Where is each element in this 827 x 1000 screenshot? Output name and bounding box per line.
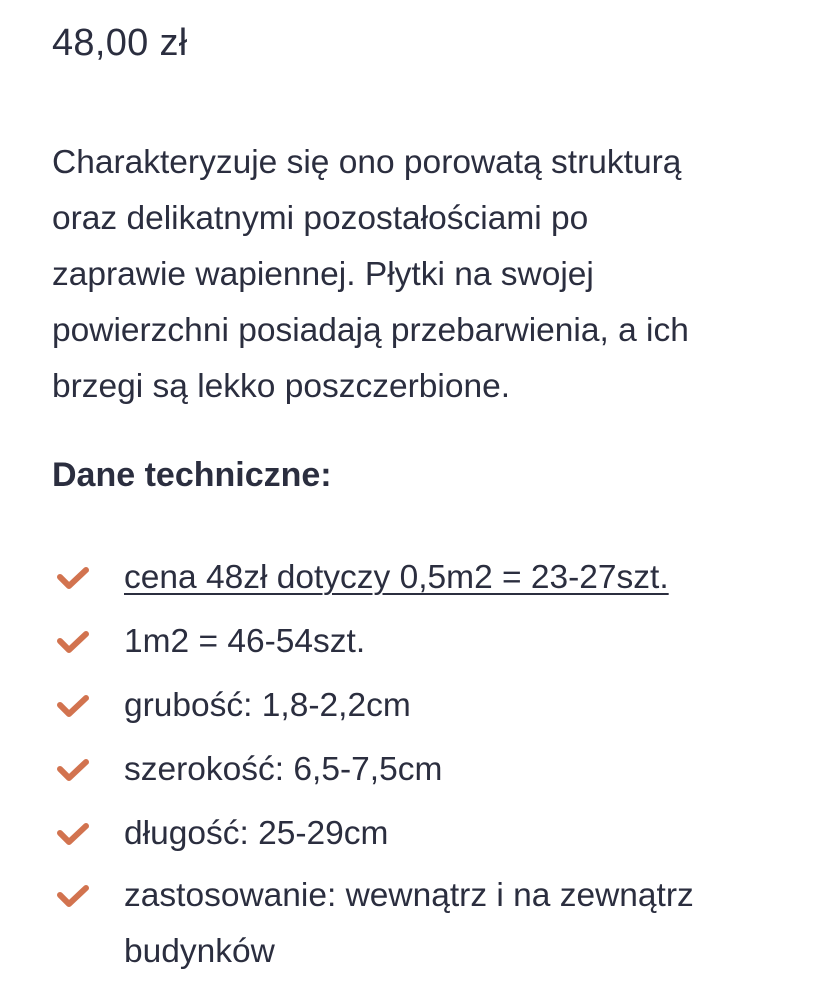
spec-text: 1m2 = 46-54szt. <box>124 623 366 660</box>
check-icon <box>56 694 90 718</box>
spec-text-line: budynków <box>124 933 275 970</box>
description-line: oraz delikatnymi pozostałościami po <box>52 200 589 237</box>
spec-text: długość: 25-29cm <box>124 815 389 852</box>
description-line: Charakteryzuje się ono porowatą strukturą <box>52 144 682 181</box>
spec-text: szerokość: 6,5-7,5cm <box>124 751 443 788</box>
spec-text <box>124 868 804 980</box>
check-icon <box>56 822 90 846</box>
description-line: zaprawie wapiennej. Płytki na swojej <box>52 256 594 293</box>
product-price: 48,00 zł <box>52 22 188 64</box>
description-line: powierzchni posiadają przebarwienia, a ich <box>52 312 689 349</box>
check-icon <box>56 884 90 908</box>
spec-text-line: zastosowanie: wewnątrz i na zewnątrz <box>124 877 694 914</box>
check-icon <box>56 566 90 590</box>
check-icon <box>56 758 90 782</box>
check-icon <box>56 630 90 654</box>
product-description <box>52 135 792 415</box>
description-line: brzegi są lekko poszczerbione. <box>52 368 511 405</box>
technical-data-heading: Dane techniczne: <box>52 456 332 494</box>
spec-price-link[interactable]: cena 48zł dotyczy 0,5m2 = 23-27szt. <box>124 559 669 596</box>
spec-text: grubość: 1,8-2,2cm <box>124 687 411 724</box>
